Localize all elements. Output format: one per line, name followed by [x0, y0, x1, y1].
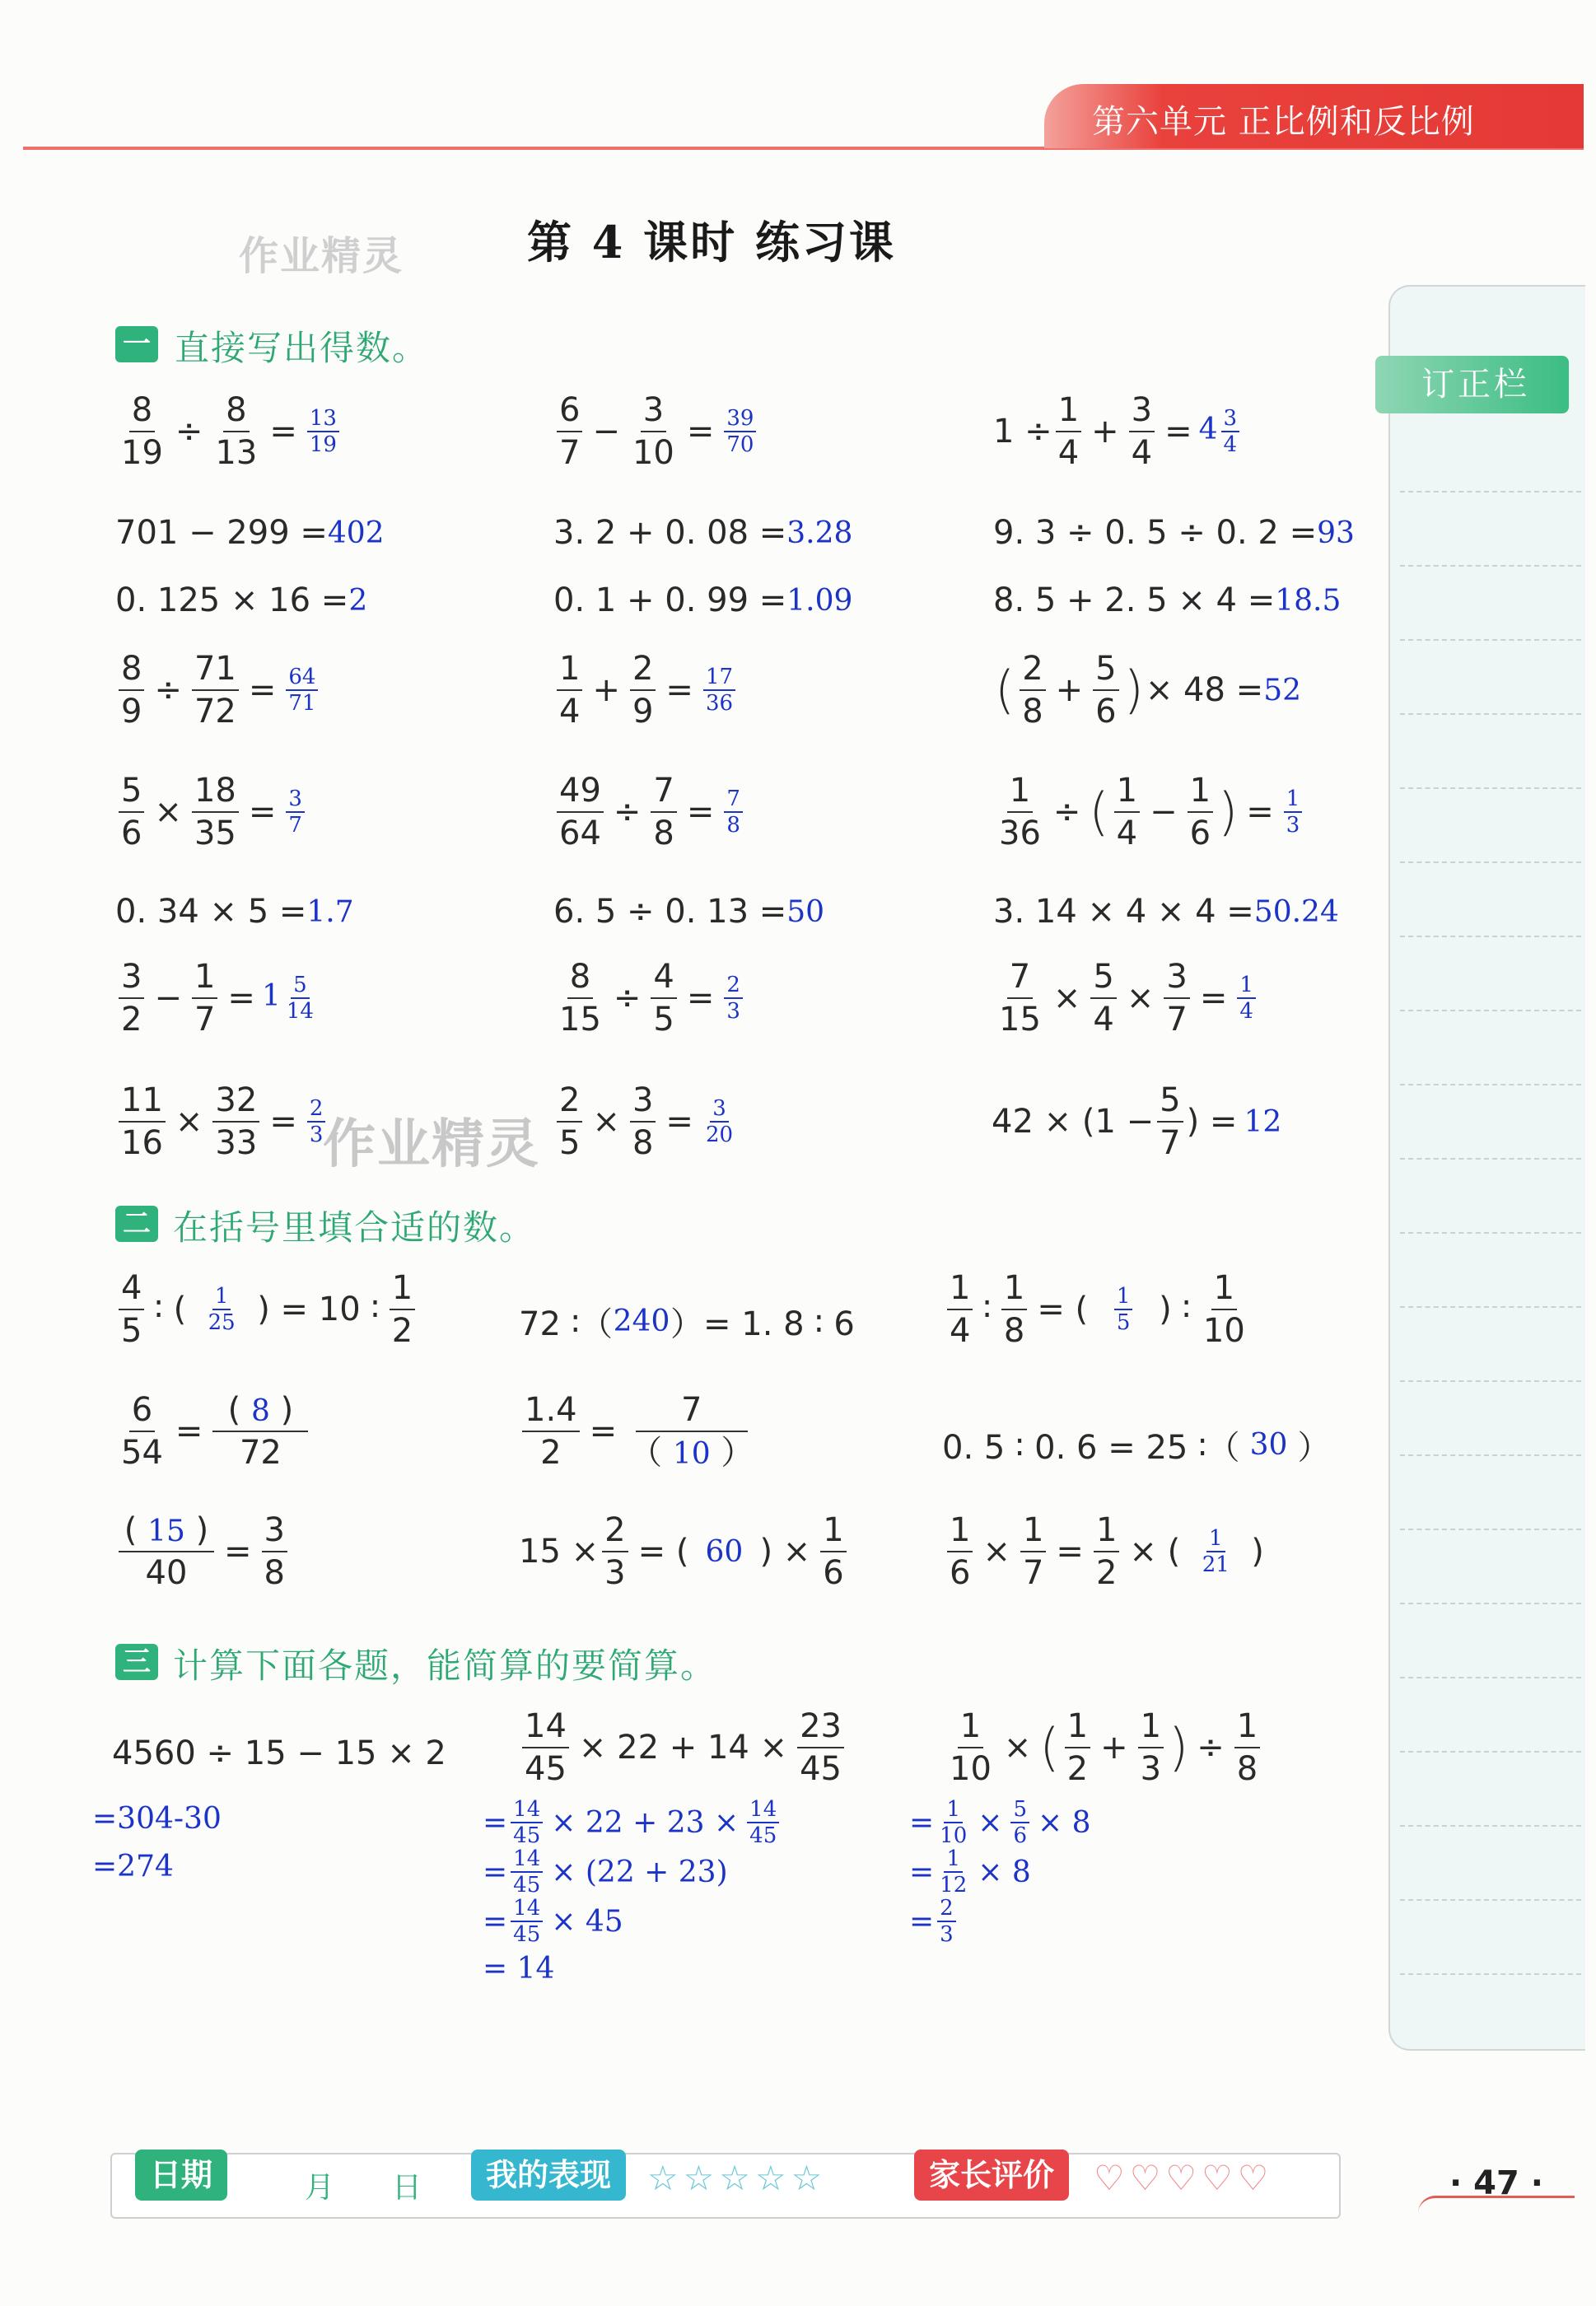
problem-6-1: 0. 34 × 5 = 1.7 [115, 893, 354, 931]
problem-8-3: 42 × (1 − $\frac{5}{7}$ ) = 12 [992, 1081, 1282, 1162]
fill-1: $\frac{4}{5}$ ∶ ( $\frac{1}{25}$ ) = 10 ∶ $\frac{1}{2}$ [115, 1272, 418, 1347]
day-label: 日 [392, 2171, 422, 2205]
answer: 18.5 [1275, 583, 1342, 618]
problem-7-3: $\frac{7}{15}$ × $\frac{5}{4}$ × $\frac{3}{7}$ = $\frac{1}{4}$ [993, 960, 1259, 1036]
month-label: 月 [305, 2171, 335, 2205]
panel-line [1400, 1158, 1581, 1160]
answer: $\frac{13}{19}$ [304, 408, 343, 455]
section-2-title: 在括号里填合适的数。 [173, 1207, 536, 1248]
problem-5-2: $\frac{49}{64}$ ÷ $\frac{7}{8}$ = $\frac{7}{8}$ [553, 774, 746, 850]
problem-5-3: $\frac{1}{36}$ ÷ ( $\frac{1}{4}$ − $\frac{1}{6}$ ) = $\frac{1}{3}$ [993, 774, 1305, 850]
answer: $\frac{3}{7}$ [282, 788, 308, 836]
calc-3-step-2: = $\frac{1}{12}$ × 8 [909, 1846, 1031, 1898]
problem-2-3: 9. 3 ÷ 0. 5 ÷ 0. 2 = 93 [993, 514, 1355, 552]
calc-1-step-1: =304-30 [92, 1802, 222, 1836]
panel-line [1400, 1973, 1581, 1975]
problem-4-1: $\frac{8}{9}$ ÷ $\frac{71}{72}$ = $\frac{64}{71}$ [115, 652, 321, 728]
problem-5-1: $\frac{5}{6}$ × $\frac{18}{35}$ = $\frac{3}{7}$ [115, 774, 308, 850]
answer: 60 [705, 1534, 744, 1569]
panel-line [1400, 639, 1581, 641]
answer: $\frac{39}{70}$ [721, 408, 759, 455]
panel-line [1400, 1603, 1581, 1604]
calc-2: $\frac{14}{45}$ × 22 + 14 × $\frac{23}{45}$ [519, 1710, 847, 1786]
problem-1-1: $\frac{8}{19}$ ÷ $\frac{8}{13}$ = $\frac{13}{19}$ [115, 394, 343, 469]
panel-line [1400, 1380, 1581, 1382]
problem-6-3: 3. 14 × 4 × 4 = 50.24 [993, 893, 1339, 931]
panel-line [1400, 936, 1581, 937]
answer: $\frac{1}{21}$ [1202, 1526, 1230, 1577]
answer: $\frac{1}{4}$ [1234, 974, 1259, 1022]
calc-3-step-1: = $\frac{1}{10}$ × $\frac{5}{6}$ × 8 [909, 1797, 1091, 1848]
panel-line [1400, 565, 1581, 567]
problem-7-2: $\frac{8}{15}$ ÷ $\frac{4}{5}$ = $\frac{2}{3}$ [553, 960, 746, 1036]
problem-3-1: 0. 125 × 16 = 2 [115, 581, 368, 619]
fill-9: $\frac{1}{6}$ × $\frac{1}{7}$ = $\frac{1}{2}$ × ( $\frac{1}{21}$ ) [944, 1514, 1271, 1589]
section-1-title: 直接写出得数。 [175, 328, 429, 368]
panel-line [1400, 1084, 1581, 1085]
panel-line [1400, 1529, 1581, 1530]
answer: 12 [1244, 1104, 1282, 1139]
calc-2-step-2: = $\frac{14}{45}$ × (22 + 23) [483, 1846, 728, 1898]
problem-7-1: $\frac{3}{2}$ − $\frac{1}{7}$ = 1 $\frac{5}{14}$ [115, 960, 320, 1036]
answer: $\frac{1}{5}$ [1094, 1286, 1152, 1333]
panel-line [1400, 1899, 1581, 1901]
problem-4-3: ( $\frac{2}{8}$ + $\frac{5}{6}$ ) × 48 = 52 [995, 650, 1301, 731]
answer: $\frac{1}{3}$ [1281, 788, 1306, 836]
fill-5: $\frac{1.4}{2}$ = $\frac{7}{( 10 )}$ [519, 1393, 759, 1469]
lesson-title: 第 4 课时 练习课 [527, 216, 896, 268]
calc-2-step-3: = $\frac{14}{45}$ × 45 [483, 1896, 623, 1947]
problem-8-1: $\frac{11}{16}$ × $\frac{32}{33}$ = $\frac{2}{3}$ [115, 1084, 329, 1160]
calc-1: 4560 ÷ 15 − 15 × 2 [112, 1734, 446, 1772]
section-3-title: 计算下面各题，能简算的要简算。 [173, 1645, 717, 1686]
panel-line [1400, 1232, 1581, 1234]
problem-3-2: 0. 1 + 0. 99 = 1.09 [553, 581, 853, 619]
problem-3-3: 8. 5 + 2. 5 × 4 = 18.5 [993, 581, 1342, 619]
answer: 30 [1249, 1428, 1288, 1462]
answer: 2 [348, 583, 368, 618]
fill-8: 15 × $\frac{2}{3}$ = ( 60 ) × $\frac{1}{6}$ [519, 1514, 850, 1589]
answer: $\frac{64}{71}$ [282, 666, 321, 714]
calc-1-step-2: =274 [92, 1850, 174, 1884]
answer: 240 [613, 1305, 670, 1338]
problem-8-2: $\frac{2}{5}$ × $\frac{3}{8}$ = $\frac{3}{20}$ [553, 1084, 739, 1160]
watermark: 作业精灵 [323, 1114, 540, 1175]
answer: 93 [1317, 516, 1355, 550]
date-badge: 日期 [135, 2150, 227, 2201]
calc-2-step-4: = 14 [483, 1952, 555, 1986]
answer: 1.7 [306, 894, 354, 929]
unit-title: 第六单元 正比例和反比例 [1092, 103, 1475, 141]
problem-1-3: 1 ÷ $\frac{1}{4}$ + $\frac{3}{4}$ = 4 $\frac{3}{4}$ [993, 394, 1243, 469]
fill-7: $\frac{( 15 )}{40}$ = $\frac{3}{8}$ [115, 1514, 291, 1589]
answer: 4 $\frac{3}{4}$ [1199, 408, 1243, 455]
problem-1-2: $\frac{6}{7}$ − $\frac{3}{10}$ = $\frac{39}{70}$ [553, 394, 759, 469]
answer: $\frac{7}{8}$ [721, 788, 746, 836]
panel-line [1400, 491, 1581, 492]
parent-review-hearts[interactable]: ♡♡♡♡♡ [1094, 2158, 1274, 2198]
calc-3-step-3: = $\frac{2}{3}$ [909, 1898, 959, 1945]
correction-tab: 订正栏 [1375, 356, 1569, 413]
answer: 50.24 [1253, 894, 1339, 929]
answer: $\frac{3}{20}$ [705, 1096, 734, 1147]
answer: $\frac{1}{25}$ [208, 1284, 236, 1335]
answer: $\frac{2}{3}$ [721, 974, 746, 1022]
panel-line [1400, 1306, 1581, 1308]
section-2-icon: 二 [115, 1206, 158, 1242]
panel-line [1400, 1751, 1581, 1753]
panel-line [1400, 1010, 1581, 1011]
performance-stars[interactable]: ☆☆☆☆☆ [647, 2158, 828, 2198]
fill-4: $\frac{6}{54}$ = $\frac{( 8 )}{72}$ [115, 1393, 311, 1469]
fill-2: 72 ∶（ 240 ）= 1. 8 ∶ 6 [519, 1305, 855, 1343]
problem-2-2: 3. 2 + 0. 08 = 3.28 [553, 514, 853, 552]
fill-3: $\frac{1}{4}$ ∶ $\frac{1}{8}$ = ( $\frac{1}{5}$ ) ∶ $\frac{1}{10}$ [944, 1272, 1251, 1347]
answer: 8 [250, 1394, 270, 1428]
calc-3: $\frac{1}{10}$ × ( $\frac{1}{2}$ + $\frac{1}{3}$ ) ÷ $\frac{1}{8}$ [944, 1710, 1263, 1786]
answer: 52 [1263, 673, 1301, 707]
panel-line [1400, 713, 1581, 715]
panel-line [1400, 1677, 1581, 1678]
answer: 50 [786, 894, 825, 929]
page-number: · 47 · [1449, 2164, 1543, 2202]
answer: 10 [672, 1437, 711, 1471]
section-1-icon: 一 [115, 326, 158, 362]
panel-line [1400, 861, 1581, 863]
panel-line [1400, 1454, 1581, 1456]
answer: 1 $\frac{5}{14}$ [261, 973, 314, 1024]
calc-2-step-1: = $\frac{14}{45}$ × 22 + 23 × $\frac{14}{45}$ [483, 1799, 782, 1846]
answer: 1.09 [786, 583, 853, 618]
panel-line [1400, 1825, 1581, 1827]
fill-6: 0. 5 ∶ 0. 6 = 25 ∶（ 30 ） [942, 1428, 1331, 1467]
answer: $\frac{2}{3}$ [304, 1098, 329, 1146]
section-3-icon: 三 [115, 1644, 158, 1680]
answer: 3.28 [786, 516, 853, 550]
performance-badge: 我的表现 [471, 2150, 626, 2201]
answer: $\frac{17}{36}$ [700, 666, 739, 714]
problem-4-2: $\frac{1}{4}$ + $\frac{2}{9}$ = $\frac{17}{36}$ [553, 652, 739, 728]
watermark: 作业精灵 [239, 233, 404, 279]
parent-review-badge: 家长评价 [914, 2150, 1069, 2201]
answer: 15 [147, 1515, 185, 1548]
problem-6-2: 6. 5 ÷ 0. 13 = 50 [553, 893, 825, 931]
answer: 402 [327, 516, 385, 550]
panel-line [1400, 787, 1581, 789]
problem-2-1: 701 − 299 = 402 [115, 514, 385, 552]
correction-panel [1388, 285, 1585, 2051]
